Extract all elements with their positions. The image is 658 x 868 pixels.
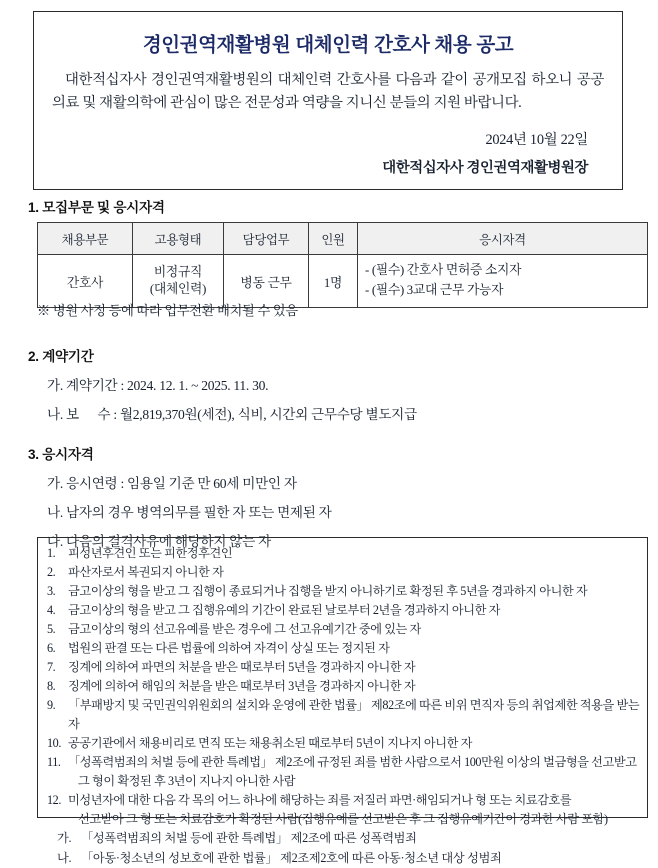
list-item [47,639,640,658]
list-item-number: 4. [47,603,56,618]
list-item-text: 법원의 판결 또는 다른 법률에 의하여 자격이 상실 또는 정지된 자 [68,641,390,656]
list-item-text: 파산자로서 복권되지 아니한 자 [68,565,224,580]
list-item [47,563,640,582]
column-header-qualification: 응시자격 [358,223,648,255]
employment-type-line-1: 비정규직 [153,264,203,279]
list-item-number: 1. [47,546,56,560]
section-3-item-age: 가. 응시연령 : 임용일 기준 만 60세 미만인 자 [47,476,297,491]
disqualification-list-box [37,537,648,866]
list-item-number: 3. [47,584,56,599]
announcement-issuer: 대한적십자사 경인권역재활병원장 [382,159,588,176]
column-header-duty: 담당업무 [224,223,309,255]
list-subitem [47,829,640,848]
section-1-heading: 1. 모집부문 및 응시자격 [28,200,165,215]
list-item-number: 7. [47,660,56,675]
list-item-number: 9. [47,698,56,713]
list-item-text: 「성폭력범죄의 처벌 등에 관한 특례법」 제2조에 규정된 죄를 범한 사람으로서 100만원 이상의 벌금형을 선고받고 [68,755,637,770]
page-title: 경인권역재활병원 대체인력 간호사 채용 공고 [142,34,514,56]
list-item-text: 징계에 의하여 해임의 처분을 받은 때로부터 3년을 경과하지 아니한 자 [68,679,416,694]
section-1-note: ※ 병원 사정 등에 따라 업무전환 배치될 수 있음 [37,303,298,318]
list-item [47,582,640,601]
section-1-note-wrap [0,300,658,319]
list-item-number: 11. [47,755,61,770]
section-3-item-disqualification-intro: 다. 다음의 결격사유에 해당하지 않는 자 [47,534,271,549]
list-item-number: 5. [47,622,56,637]
list-item-number: 2. [47,565,56,580]
list-item-text: 금고이상의 형의 선고유예를 받은 경우에 그 선고유예기간 중에 있는 자 [68,622,421,637]
recruitment-table [37,222,648,308]
list-subitem-number: 가. [57,831,72,846]
column-header-count: 인원 [309,223,358,255]
list-item [47,544,640,563]
cell-dept: 간호사 [38,255,133,308]
list-item-text: 징계에 의하여 파면의 처분을 받은 때로부터 5년을 경과하지 아니한 자 [68,660,416,675]
cell-count: 1명 [309,255,358,308]
list-item [47,791,640,810]
cell-duty: 병동 근무 [224,255,309,308]
intro-paragraph: 대한적십자사 경인권역재활병원의 대체인력 간호사를 다음과 같이 공개모집 하오니 공공의료 및 재활의학에 관심이 많은 전문성과 역량을 지니신 분들의 지원 바랍니다. [52,72,604,112]
list-item-continuation: 선고받아 그 형 또는 치료감호가 확정된 사람(집행유예를 선고받은 후 그 집행유예기간이 경과한 사람 포함) [78,811,608,826]
section-3-item-military: 나. 남자의 경우 병역의무를 필한 자 또는 면제된 자 [47,505,332,520]
list-subitem-text: 「아동·청소년의 성보호에 관한 법률」 제2조제2호에 따른 아동·청소년 대상 성범죄 [81,851,502,866]
section-2-item-salary: 나. 보 수 : 월2,819,370원(세전), 식비, 시간외 근무수당 별도지급 [47,407,417,422]
list-item-text: 미성년자에 대한 다음 각 목의 어느 하나에 해당하는 죄를 저질러 파면·해임되거나 형 또는 치료감호를 [68,792,572,807]
column-header-dept: 채용부문 [38,223,133,255]
list-item [47,696,640,733]
qualification-line-1: - (필수) 간호사 면허증 소지자 [365,263,522,278]
section-2-heading: 2. 계약기간 [28,349,94,364]
list-item [47,677,640,696]
list-subitem-number: 나. [57,851,72,866]
list-item [47,753,640,772]
column-header-type: 고용형태 [133,223,224,255]
employment-type-line-2: (대체인력) [149,282,207,296]
list-item [47,601,640,620]
section-1 [0,196,658,216]
list-item-number: 6. [47,641,56,656]
announcement-header-box [33,11,623,190]
section-2 [0,345,658,423]
list-subitem-text: 「성폭력범죄의 처벌 등에 관한 특례법」 제2조에 따른 성폭력범죄 [81,831,417,846]
list-item-text: 금고이상의 형을 받고 그 집행유예의 기간이 완료된 날로부터 2년을 경과하지 아니한 자 [68,603,500,618]
list-item-number: 10. [47,735,61,750]
qualification-line-2: - (필수) 3교대 근무 가능자 [365,283,504,297]
list-item-number: 8. [47,679,56,694]
list-item-number: 12. [47,792,61,807]
list-subitem [47,849,640,868]
list-item [47,734,640,753]
table-header-row [38,223,648,255]
list-item-text: 금고이상의 형을 받고 그 집행이 종료되거나 집행을 받지 아니하기로 확정된 후 5년을 경과하지 아니한 자 [68,584,588,599]
list-item-continuation: 그 형이 확정된 후 3년이 지나지 아니한 사람 [78,774,296,789]
list-item-text: 피성년후견인 또는 피한정후견인 [68,546,233,560]
announcement-date: 2024년 10월 22일 [485,131,588,148]
section-2-item-contract-period: 가. 계약기간 : 2024. 12. 1. ~ 2025. 11. 30. [47,378,269,393]
list-item [47,658,640,677]
list-item-text: 「부패방지 및 국민권익위원회의 설치와 운영에 관한 법률」 제82조에 따른 비위 면직자 등의 취업제한 적용을 받는 자 [68,698,640,731]
list-item [47,620,640,639]
section-3-heading: 3. 응시자격 [28,447,94,462]
list-item-text: 공공기관에서 채용비리로 면직 또는 채용취소된 때로부터 5년이 지나지 아니한 자 [68,735,472,750]
section-3 [0,443,658,550]
